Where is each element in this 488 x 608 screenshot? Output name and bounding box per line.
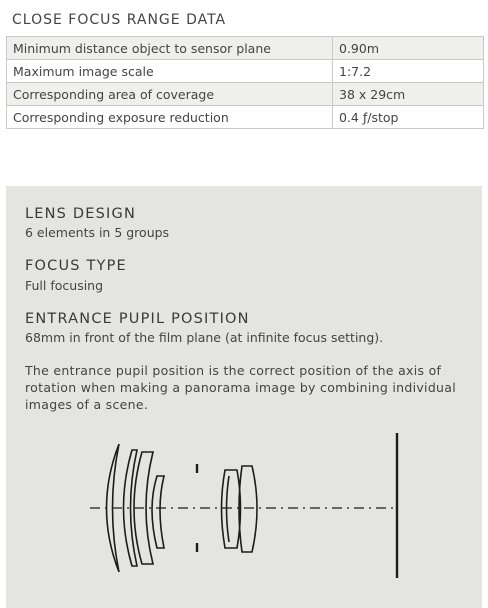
row-label: Corresponding area of coverage	[7, 83, 333, 106]
table-row	[7, 106, 484, 129]
lens-info-panel	[6, 186, 482, 608]
entrance-pupil-heading: ENTRANCE PUPIL POSITION	[25, 311, 250, 327]
table-row	[7, 37, 484, 60]
table-row	[7, 60, 484, 83]
row-value: 1:7.2	[333, 60, 484, 83]
row-label: Maximum image scale	[7, 60, 333, 83]
lens-element	[222, 470, 241, 548]
lens-diagram	[6, 186, 482, 608]
lens-design-heading: LENS DESIGN	[25, 206, 136, 222]
row-value: 38 x 29cm	[333, 83, 484, 106]
row-value: 0.90m	[333, 37, 484, 60]
lens-element	[239, 466, 257, 552]
table-row	[7, 83, 484, 106]
entrance-pupil-paragraph: The entrance pupil position is the correct position of the axis of rotation when making a panorama image by combining individual images of a scene.	[25, 363, 457, 412]
entrance-pupil-text: 68mm in front of the film plane (at infinite focus setting).	[25, 330, 384, 345]
row-value: 0.4 ƒ/stop	[333, 106, 484, 129]
close-focus-title: CLOSE FOCUS RANGE DATA	[12, 12, 227, 28]
focus-type-heading: FOCUS TYPE	[25, 258, 127, 274]
row-label: Corresponding exposure reduction	[7, 106, 333, 129]
row-label: Minimum distance object to sensor plane	[7, 37, 333, 60]
lens-element	[152, 476, 164, 548]
lens-design-text: 6 elements in 5 groups	[25, 225, 170, 240]
close-focus-table	[6, 36, 484, 129]
lens-element-interface	[227, 476, 230, 542]
focus-type-text: Full focusing	[25, 278, 104, 293]
